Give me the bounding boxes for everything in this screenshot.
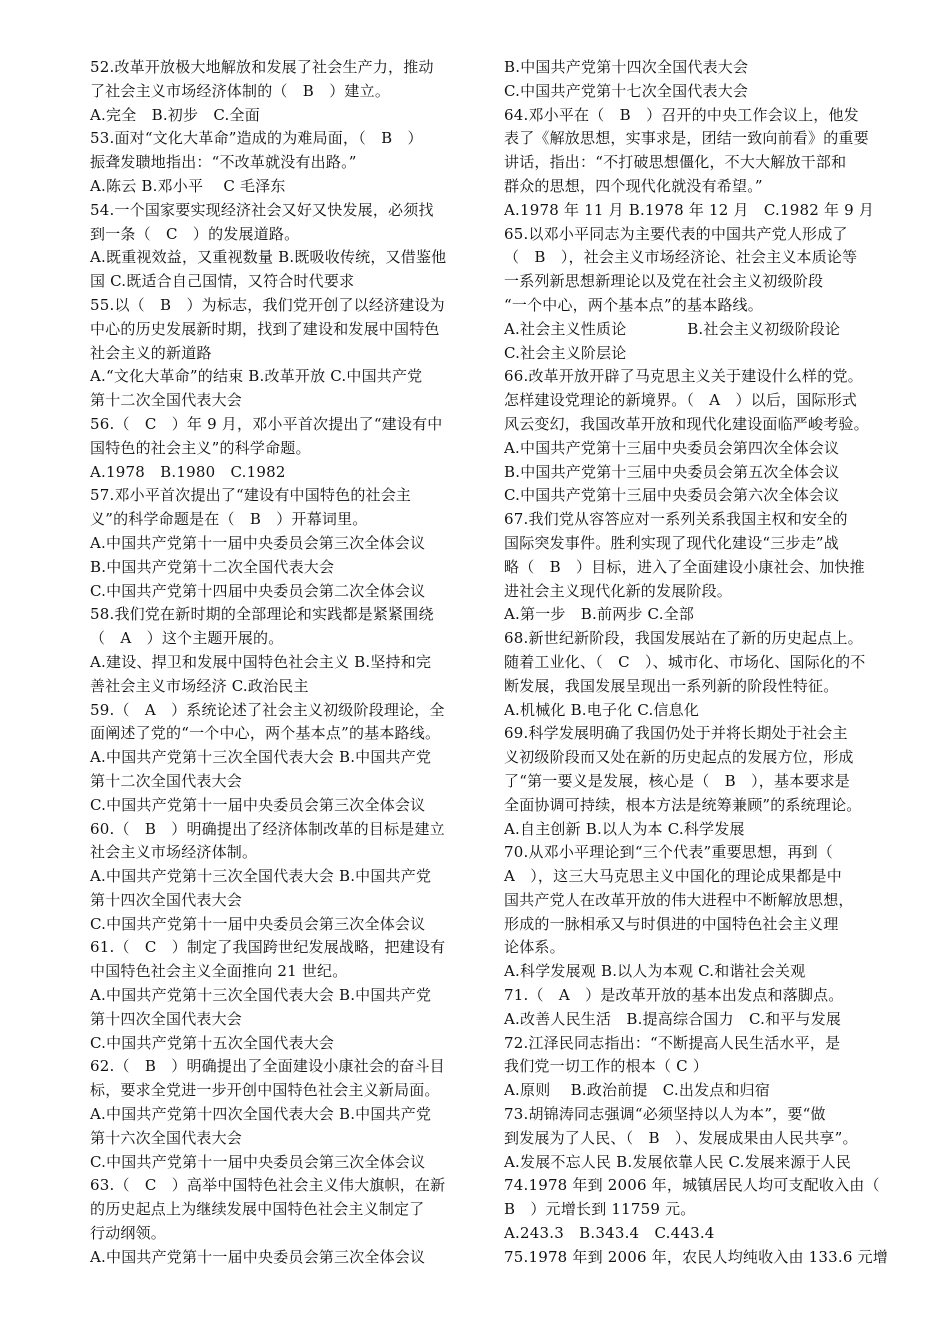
text-line: B.中国共产党第十三届中央委员会第五次全体会议 — [504, 462, 840, 481]
text-line: 53.面对“文化大革命”造成的为难局面，（ B ） — [90, 129, 423, 148]
text-line: 61.（ C ）制定了我国跨世纪发展战略，把建设有 — [90, 938, 446, 957]
text-line: A.中国共产党第十三届中央委员会第四次全体会议 — [504, 438, 840, 457]
text-line: 到发展为了人民、（ B ）、发展成果由人民共享”。 — [504, 1128, 858, 1147]
text-line: 62.（ B ）明确提出了全面建设小康社会的奋斗目 — [90, 1057, 445, 1076]
text-line: 我们党一切工作的根本（ C ） — [504, 1057, 709, 1076]
text-line: A.建设、捍卫和发展中国特色社会主义 B.坚持和完 — [90, 652, 432, 671]
text-line: A.第一步 B.前两步 C.全部 — [504, 605, 695, 624]
text-line: A.机械化 B.电子化 C.信息化 — [504, 700, 700, 719]
text-line: 的历史起点上为继续发展中国特色社会主义制定了 — [90, 1200, 425, 1219]
text-line: 讲话，指出：“不打破思想僵化，不大大解放干部和 — [504, 153, 847, 172]
text-line: 标，要求全党进一步开创中国特色社会主义新局面。 — [90, 1081, 440, 1100]
text-line: A.陈云 B.邓小平 C 毛泽东 — [90, 176, 286, 195]
text-line: C.中国共产党第十七次全国代表大会 — [504, 81, 749, 100]
text-line: A.改善人民生活 B.提高综合国力 C.和平与发展 — [504, 1009, 842, 1028]
text-line: 54.一个国家要实现经济社会又好又快发展，必须找 — [90, 200, 434, 219]
text-line: 58.我们党在新时期的全部理论和实践都是紧紧围绕 — [90, 605, 434, 624]
text-line: 71.（ A ）是改革开放的基本出发点和落脚点。 — [504, 986, 844, 1005]
text-line: 到一条（ C ）的发展道路。 — [90, 224, 300, 243]
text-line: 56.（ C ）年 9 月，邓小平首次提出了“建设有中 — [90, 414, 443, 433]
text-line: 第十二次全国代表大会 — [90, 391, 243, 410]
text-line: A.中国共产党第十一届中央委员会第三次全体会议 — [90, 533, 426, 552]
text-line: 表了《解放思想，实事求是，团结一致向前看》的重要 — [504, 129, 869, 148]
text-line: C.中国共产党第十四届中央委员会第二次全体会议 — [90, 581, 426, 600]
text-line: 善社会主义市场经济 C.政治民主 — [90, 676, 309, 695]
text-line: 第十四次全国代表大会 — [90, 890, 243, 909]
text-line: 随着工业化、（ C ）、城市化、市场化、国际化的不 — [504, 652, 866, 671]
text-line: （ A ）这个主题开展的。 — [90, 629, 284, 648]
text-line: “一个中心，两个基本点”的基本路线。 — [504, 295, 763, 314]
text-line: A.中国共产党第十一届中央委员会第三次全体会议 — [90, 1247, 426, 1266]
text-line: A.既重视效益，又重视数量 B.既吸收传统，又借鉴他 — [90, 248, 447, 267]
text-line: A ），这三大马克思主义中国化的理论成果都是中 — [504, 867, 842, 886]
text-line: C.中国共产党第十一届中央委员会第三次全体会议 — [90, 1152, 426, 1171]
text-line: 论体系。 — [504, 938, 565, 957]
text-line: 第十四次全国代表大会 — [90, 1009, 243, 1028]
text-line: 70.从邓小平理论到“三个代表”重要思想，再到（ — [504, 843, 833, 862]
text-line: A.完全 B.初步 C.全面 — [90, 105, 260, 124]
text-line: 了社会主义市场经济体制的（ B ）建立。 — [90, 81, 391, 100]
text-line: A.发展不忘人民 B.发展依靠人民 C.发展来源于人民 — [504, 1152, 852, 1171]
text-line: （ B ），社会主义市场经济论、社会主义本质论等 — [504, 248, 858, 267]
left-column — [90, 56, 474, 1270]
text-line: 第十二次全国代表大会 — [90, 771, 243, 790]
text-line: 国共产党人在改革开放的伟大进程中不断解放思想， — [504, 890, 854, 909]
text-line: A.中国共产党第十四次全国代表大会 B.中国共产党 — [90, 1105, 432, 1124]
text-line: 72.江泽民同志指出：“不断提高人民生活水平，是 — [504, 1033, 841, 1052]
text-line: 中国特色社会主义全面推向 21 世纪。 — [90, 962, 348, 981]
text-line: 进社会主义现代化新的发展阶段。 — [504, 581, 733, 600]
text-line: 65.以邓小平同志为主要代表的中国共产党人形成了 — [504, 224, 848, 243]
text-line: A.中国共产党第十三次全国代表大会 B.中国共产党 — [90, 867, 432, 886]
text-line: 振聋发聩地指出：“不改革就没有出路。” — [90, 153, 357, 172]
text-line: C.中国共产党第十三届中央委员会第六次全体会议 — [504, 486, 840, 505]
text-line: 64.邓小平在（ B ）召开的中央工作会议上，他发 — [504, 105, 859, 124]
text-line: 行动纲领。 — [90, 1224, 167, 1243]
text-line: A.中国共产党第十三次全国代表大会 B.中国共产党 — [90, 986, 432, 1005]
text-line: A.科学发展观 B.以人为本观 C.和谐社会关观 — [504, 962, 806, 981]
text-line: 形成的一脉相承又与时俱进的中国特色社会主义理 — [504, 914, 839, 933]
text-line: C.中国共产党第十五次全国代表大会 — [90, 1033, 335, 1052]
text-line: 略（ B ）目标，进入了全面建设小康社会、加快推 — [504, 557, 865, 576]
text-line: 社会主义市场经济体制。 — [90, 843, 258, 862]
text-line: A.社会主义性质论 B.社会主义初级阶段论 — [504, 319, 841, 338]
text-line: 63.（ C ）高举中国特色社会主义伟大旗帜，在新 — [90, 1176, 446, 1195]
text-line: 全面协调可持续，根本方法是统筹兼顾”的系统理论。 — [504, 795, 862, 814]
text-line: 66.改革开放开辟了马克思主义关于建设什么样的党。 — [504, 367, 863, 386]
text-line: B.中国共产党第十四次全国代表大会 — [504, 58, 749, 76]
text-line: C.中国共产党第十一届中央委员会第三次全体会议 — [90, 914, 426, 933]
text-line: A.原则 B.政治前提 C.出发点和归宿 — [504, 1081, 771, 1100]
text-line: A.“文化大革命”的结束 B.改革开放 C.中国共产党 — [90, 367, 423, 386]
text-line: 73.胡锦涛同志强调“必须坚持以人为本”，要“做 — [504, 1105, 826, 1124]
text-line: A.中国共产党第十三次全国代表大会 B.中国共产党 — [90, 748, 432, 767]
text-line: 第十六次全国代表大会 — [90, 1128, 243, 1147]
text-line: C.中国共产党第十一届中央委员会第三次全体会议 — [90, 795, 426, 814]
text-line: 59.（ A ）系统论述了社会主义初级阶段理论，全 — [90, 700, 445, 719]
right-column — [504, 56, 888, 1270]
text-line: 国 C.既适合自己国情，又符合时代要求 — [90, 272, 355, 291]
text-line: B ）元增长到 11759 元。 — [504, 1200, 696, 1219]
text-line: 57.邓小平首次提出了“建设有中国特色的社会主 — [90, 486, 412, 505]
text-line: 国际突发事件。胜利实现了现代化建设“三步走”战 — [504, 533, 839, 552]
text-line: 67.我们党从容答应对一系列关系我国主权和安全的 — [504, 510, 848, 529]
text-line: A.243.3 B.343.4 C.443.4 — [504, 1224, 715, 1243]
text-line: 55.以（ B ）为标志，我们党开创了以经济建设为 — [90, 295, 445, 314]
text-line: A.1978 年 11 月 B.1978 年 12 月 C.1982 年 9 月 — [504, 200, 875, 219]
text-line: 义”的科学命题是在（ B ）开幕词里。 — [90, 510, 368, 529]
text-line: 断发展，我国发展呈现出一系列新的阶段性特征。 — [504, 676, 839, 695]
text-line: B.中国共产党第十二次全国代表大会 — [90, 557, 335, 576]
text-line: 群众的思想，四个现代化就没有希望。” — [504, 176, 763, 195]
text-line: A.自主创新 B.以人为本 C.科学发展 — [504, 819, 745, 838]
text-line: 一系列新思想新理论以及党在社会主义初级阶段 — [504, 272, 824, 291]
text-line: 中心的历史发展新时期，找到了建设和发展中国特色 — [90, 319, 440, 338]
text-line: 52.改革开放极大地解放和发展了社会生产力，推动 — [90, 58, 434, 76]
text-line: 60.（ B ）明确提出了经济体制改革的目标是建立 — [90, 819, 445, 838]
text-line: 69.科学发展明确了我国仍处于并将长期处于社会主 — [504, 724, 848, 743]
text-line: C.社会主义阶层论 — [504, 343, 627, 362]
text-line: 义初级阶段而又处在新的历史起点的发展方位，形成 — [504, 748, 854, 767]
text-line: 社会主义的新道路 — [90, 343, 212, 362]
text-line: 怎样建设党理论的新境界。（ A ）以后，国际形式 — [504, 391, 858, 410]
text-line: 风云变幻，我国改革开放和现代化建设面临严峻考验。 — [504, 414, 869, 433]
text-line: 74.1978 年到 2006 年，城镇居民人均可支配收入由（ — [504, 1176, 880, 1195]
text-line: 75.1978 年到 2006 年，农民人均纯收入由 133.6 元增 — [504, 1247, 888, 1266]
text-line: 面阐述了党的“一个中心，两个基本点”的基本路线。 — [90, 724, 441, 743]
text-line: A.1978 B.1980 C.1982 — [90, 462, 286, 481]
text-line: 了“第一要义是发展，核心是（ B ），基本要求是 — [504, 771, 850, 790]
text-line: 国特色的社会主义”的科学命题。 — [90, 438, 311, 457]
text-line: 68.新世纪新阶段，我国发展站在了新的历史起点上。 — [504, 629, 863, 648]
